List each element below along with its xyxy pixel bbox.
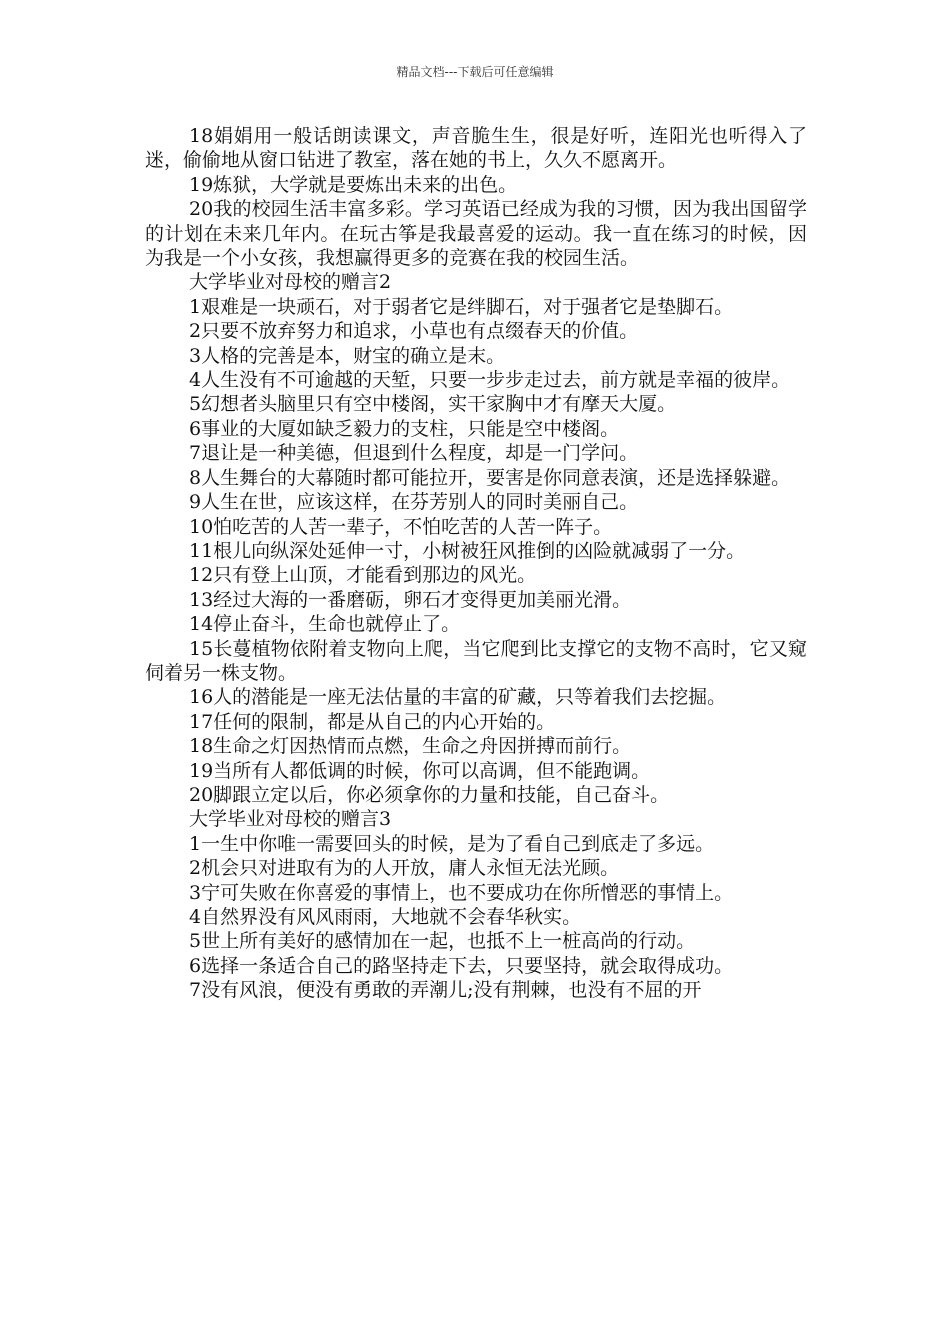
paragraph: 15长蔓植物依附着支物向上爬，当它爬到比支撑它的支物不高时，它又窥伺着另一株支物。 bbox=[145, 637, 807, 684]
paragraph: 16人的潜能是一座无法估量的丰富的矿藏，只等着我们去挖掘。 bbox=[189, 686, 727, 709]
paragraph: 17任何的限制，都是从自己的内心开始的。 bbox=[189, 710, 556, 733]
paragraph: 7没有风浪，便没有勇敢的弄潮儿;没有荆棘，也没有不屈的开 bbox=[189, 979, 702, 1002]
paragraph: 18生命之灯因热情而点燃，生命之舟因拼搏而前行。 bbox=[189, 735, 632, 758]
paragraph: 1艰难是一块顽石，对于弱者它是绊脚石，对于强者它是垫脚石。 bbox=[189, 295, 734, 318]
document-body bbox=[145, 124, 807, 1003]
paragraph: 10怕吃苦的人苦一辈子，不怕吃苦的人苦一阵子。 bbox=[189, 515, 613, 538]
paragraph: 11根儿向纵深处延伸一寸，小树被狂风推倒的凶险就减弱了一分。 bbox=[189, 539, 746, 562]
page-header: 精品文档---下载后可任意编辑 bbox=[396, 65, 554, 79]
paragraph: 19炼狱，大学就是要炼出未来的出色。 bbox=[189, 173, 518, 196]
paragraph: 3人格的完善是本，财宝的确立是末。 bbox=[189, 344, 506, 367]
paragraph: 12只有登上山顶，才能看到那边的风光。 bbox=[189, 564, 537, 587]
paragraph: 6事业的大厦如缺乏毅力的支柱，只能是空中楼阁。 bbox=[189, 417, 620, 440]
paragraph: 13经过大海的一番磨砺，卵石才变得更加美丽光滑。 bbox=[189, 588, 632, 611]
paragraph: 20我的校园生活丰富多彩。学习英语已经成为我的习惯，因为我出国留学的计划在未来几年内。在玩古筝是我最喜爱的运动。我一直在练习的时候，因为我是一个小女孩，我想赢得更多的竞赛在我的校园生活。 bbox=[145, 198, 807, 270]
paragraph: 2机会只对进取有为的人开放，庸人永恒无法光顾。 bbox=[189, 857, 620, 880]
paragraph: 20脚跟立定以后，你必须拿你的力量和技能，自己奋斗。 bbox=[189, 783, 670, 806]
paragraph: 7退让是一种美德，但退到什么程度，却是一门学问。 bbox=[189, 442, 639, 465]
paragraph: 4人生没有不可逾越的天堑，只要一步步走过去，前方就是幸福的彼岸。 bbox=[189, 369, 791, 392]
paragraph: 4自然界没有风风雨雨，大地就不会春华秋实。 bbox=[189, 906, 582, 928]
paragraph: 6选择一条适合自己的路坚持走下去，只要坚持，就会取得成功。 bbox=[189, 954, 734, 977]
paragraph: 5世上所有美好的感情加在一起，也抵不上一桩高尚的行动。 bbox=[189, 930, 696, 953]
paragraph: 8人生舞台的大幕随时都可能拉开，要害是你同意表演，还是选择躲避。 bbox=[189, 466, 791, 489]
paragraph: 19当所有人都低调的时候，你可以高调，但不能跑调。 bbox=[189, 759, 651, 782]
paragraph: 14停止奋斗，生命也就停止了。 bbox=[189, 613, 461, 636]
section-heading: 大学毕业对母校的赠言3 bbox=[189, 808, 392, 831]
section-heading: 大学毕业对母校的赠言2 bbox=[189, 271, 392, 294]
paragraph: 5幻想者头脑里只有空中楼阁，实干家胸中才有摩天大厦。 bbox=[189, 393, 677, 416]
paragraph: 3宁可失败在你喜爱的事情上，也不要成功在你所憎恶的事情上。 bbox=[189, 881, 734, 904]
paragraph: 9人生在世，应该这样，在芬芳别人的同时美丽自己。 bbox=[189, 491, 639, 514]
paragraph: 2只要不放弃努力和追求，小草也有点缀春天的价值。 bbox=[189, 320, 639, 343]
paragraph: 18娟娟用一般话朗读课文，声音脆生生，很是好听，连阳光也听得入了迷，偷偷地从窗口钻进了教室，落在她的书上，久久不愿离开。 bbox=[145, 125, 807, 172]
paragraph: 1一生中你唯一需要回头的时候，是为了看自己到底走了多远。 bbox=[189, 832, 715, 855]
